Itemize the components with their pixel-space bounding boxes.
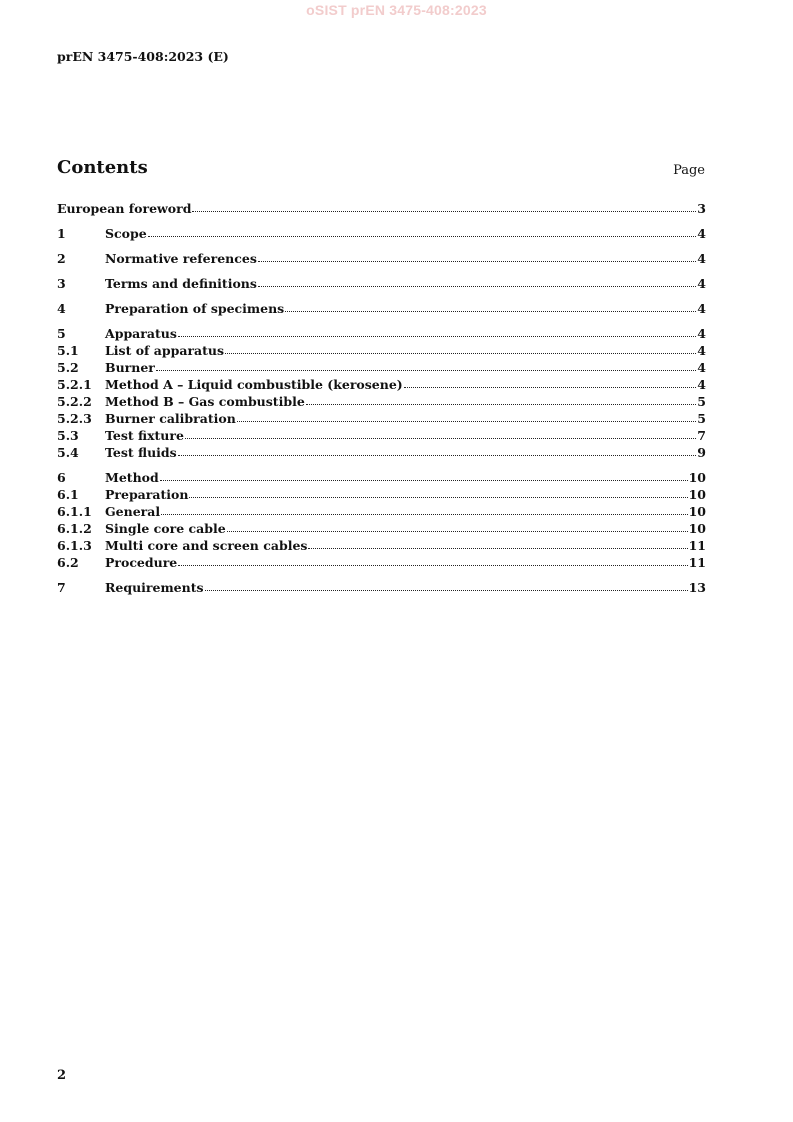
page-column-label: Page (673, 163, 705, 178)
toc-entry-title: Burner calibration (105, 411, 236, 426)
toc-entry[interactable] (57, 275, 706, 292)
toc-entry-page: 4 (697, 343, 706, 358)
toc-group (57, 469, 706, 571)
toc-entry-page: 4 (697, 226, 706, 241)
toc-entry-title: Procedure (105, 555, 178, 570)
toc-entry-title: European foreword (57, 201, 192, 216)
toc-entry-page: 10 (688, 470, 706, 485)
toc-dot-leader (306, 394, 697, 405)
toc-dot-leader (192, 201, 696, 212)
toc-dot-leader (308, 538, 687, 549)
toc-entry-title: Terms and definitions (105, 276, 257, 291)
toc-entry[interactable] (57, 537, 706, 554)
toc-entry-page: 11 (688, 555, 706, 570)
toc-dot-leader (161, 504, 687, 515)
toc-entry-page: 13 (688, 580, 706, 595)
toc-group (57, 250, 706, 267)
toc-entry-title: Multi core and screen cables (105, 538, 308, 553)
toc-dot-leader (227, 521, 688, 532)
toc-dot-leader (404, 377, 697, 388)
toc-entry-number: 7 (57, 580, 66, 595)
toc-dot-leader (258, 251, 696, 262)
toc-entry-title: List of apparatus (105, 343, 225, 358)
toc-dot-leader (258, 276, 696, 287)
toc-entry-number: 6 (57, 470, 66, 485)
toc-entry[interactable] (57, 325, 706, 342)
toc-entry-title: Normative references (105, 251, 257, 266)
toc-group (57, 200, 706, 217)
toc-group (57, 579, 706, 596)
toc-entry-page: 4 (697, 377, 706, 392)
toc-entry-number: 5.2.3 (57, 411, 92, 426)
toc-entry-number: 6.1.1 (57, 504, 92, 519)
toc-dot-leader (237, 411, 696, 422)
toc-entry-title: General (105, 504, 161, 519)
toc-entry-page: 4 (697, 360, 706, 375)
toc-entry-number: 3 (57, 276, 66, 291)
document-id: prEN 3475-408:2023 (E) (57, 49, 229, 64)
toc-entry[interactable] (57, 200, 706, 217)
toc-entry[interactable] (57, 250, 706, 267)
toc-entry-number: 1 (57, 226, 66, 241)
toc-dot-leader (225, 343, 696, 354)
toc-dot-leader (156, 360, 696, 371)
toc-entry-number: 6.1.2 (57, 521, 92, 536)
toc-entry[interactable] (57, 469, 706, 486)
toc-entry[interactable] (57, 554, 706, 571)
toc-dot-leader (148, 226, 697, 237)
toc-entry-title: Apparatus (105, 326, 177, 341)
toc-dot-leader (185, 428, 696, 439)
table-of-contents (57, 200, 706, 604)
toc-entry-number: 5.2.1 (57, 377, 92, 392)
toc-entry-number: 4 (57, 301, 66, 316)
toc-entry[interactable] (57, 300, 706, 317)
toc-entry-page: 3 (697, 201, 706, 216)
toc-dot-leader (160, 470, 688, 481)
toc-entry-title: Requirements (105, 580, 204, 595)
toc-dot-leader (178, 555, 687, 566)
toc-entry-page: 7 (697, 428, 706, 443)
toc-dot-leader (189, 487, 687, 498)
toc-entry-number: 6.1.3 (57, 538, 92, 553)
toc-entry-page: 5 (697, 411, 706, 426)
toc-entry-number: 2 (57, 251, 66, 266)
toc-entry-number: 6.1 (57, 487, 79, 502)
toc-entry[interactable] (57, 359, 706, 376)
toc-group (57, 300, 706, 317)
contents-title: Contents (57, 157, 148, 178)
toc-group (57, 275, 706, 292)
toc-entry-page: 4 (697, 276, 706, 291)
toc-entry-title: Scope (105, 226, 147, 241)
toc-entry[interactable] (57, 225, 706, 242)
toc-entry-number: 5.1 (57, 343, 79, 358)
toc-dot-leader (205, 580, 688, 591)
toc-entry-number: 5.4 (57, 445, 79, 460)
toc-entry-page: 5 (697, 394, 706, 409)
toc-entry[interactable] (57, 427, 706, 444)
toc-entry-page: 10 (688, 504, 706, 519)
toc-entry-page: 10 (688, 521, 706, 536)
toc-group (57, 225, 706, 242)
watermark: oSIST prEN 3475-408:2023 (306, 2, 487, 18)
toc-entry-title: Method B – Gas combustible (105, 394, 305, 409)
toc-entry[interactable] (57, 579, 706, 596)
toc-entry-page: 4 (697, 301, 706, 316)
toc-entry[interactable] (57, 342, 706, 359)
toc-entry-title: Test fixture (105, 428, 184, 443)
toc-entry-number: 5.2.2 (57, 394, 92, 409)
toc-entry-page: 11 (688, 538, 706, 553)
page-number: 2 (57, 1068, 67, 1083)
toc-entry-title: Burner (105, 360, 155, 375)
toc-entry[interactable] (57, 520, 706, 537)
toc-dot-leader (285, 301, 696, 312)
toc-entry[interactable] (57, 503, 706, 520)
toc-entry-page: 4 (697, 326, 706, 341)
toc-group (57, 325, 706, 461)
toc-dot-leader (178, 445, 697, 456)
toc-entry-title: Method A – Liquid combustible (kerosene) (105, 377, 403, 392)
toc-entry[interactable] (57, 486, 706, 503)
toc-entry-page: 4 (697, 251, 706, 266)
toc-entry-title: Preparation (105, 487, 189, 502)
toc-entry-page: 10 (688, 487, 706, 502)
toc-entry[interactable] (57, 393, 706, 410)
toc-entry-number: 5.2 (57, 360, 79, 375)
toc-dot-leader (178, 326, 696, 337)
toc-entry-number: 6.2 (57, 555, 79, 570)
toc-entry[interactable] (57, 376, 706, 393)
toc-entry-title: Method (105, 470, 159, 485)
toc-entry-number: 5 (57, 326, 66, 341)
toc-entry[interactable] (57, 444, 706, 461)
toc-entry-number: 5.3 (57, 428, 79, 443)
toc-entry-title: Preparation of specimens (105, 301, 285, 316)
toc-entry-title: Single core cable (105, 521, 226, 536)
toc-entry-title: Test fluids (105, 445, 177, 460)
toc-entry[interactable] (57, 410, 706, 427)
toc-entry-page: 9 (697, 445, 706, 460)
